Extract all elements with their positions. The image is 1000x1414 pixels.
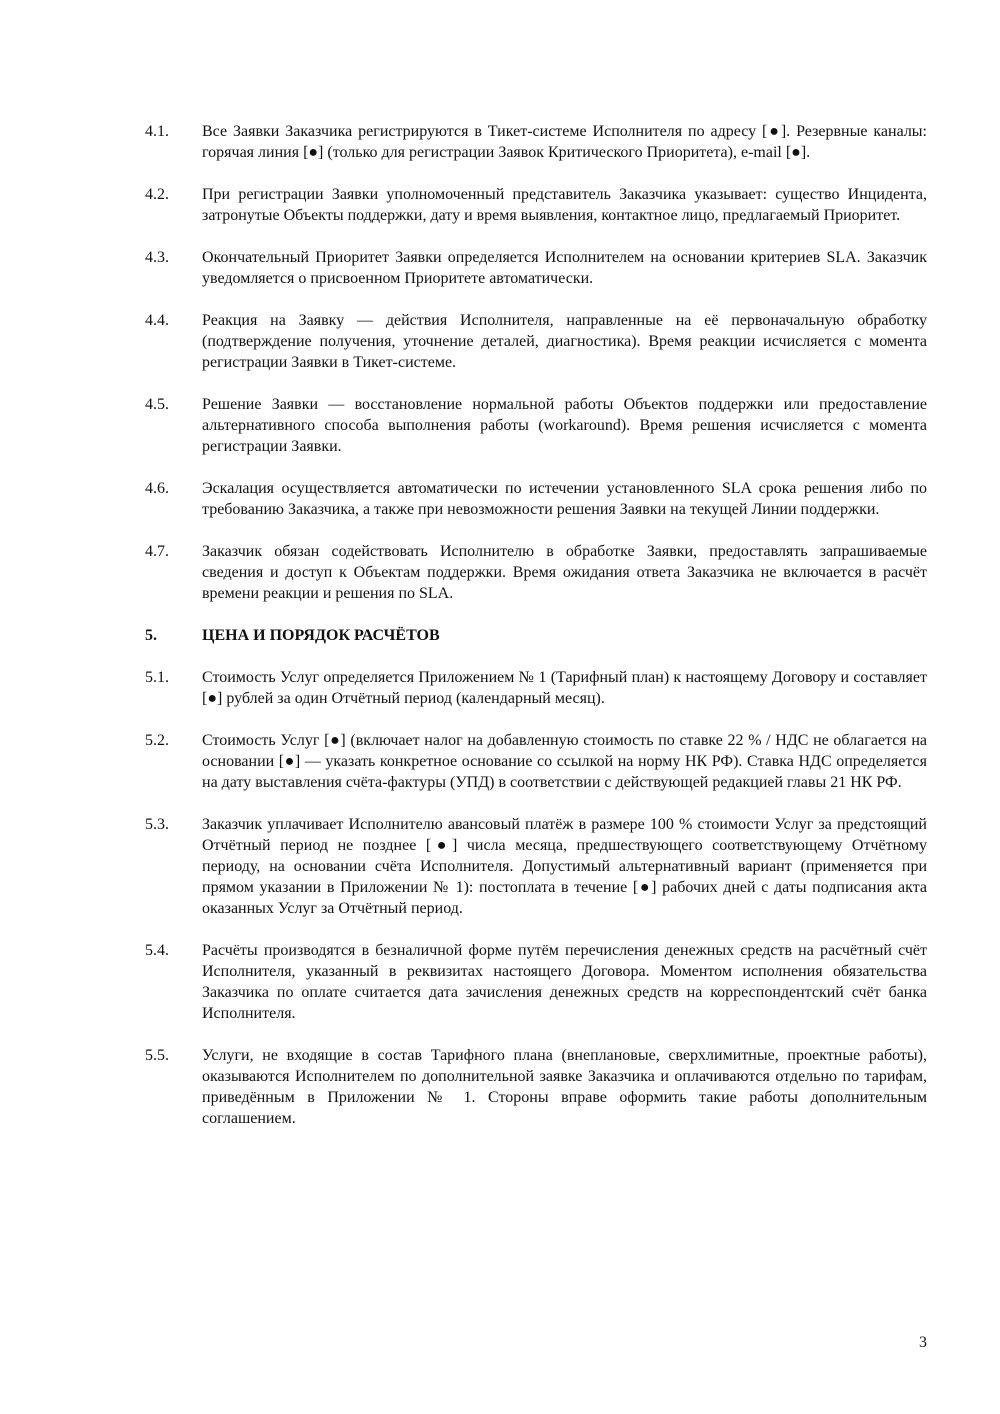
clause-text: Заказчик уплачивает Исполнителю авансовый платёж в размере 100 % стоимости Услуг за предстоящий Отчётный период не позднее [●] числа месяца, предшествующего соответствующему Отчётному периоду, на основании счёта Исполнителя. Допустимый альтернативный вариант (применяется при прямом указании в Приложении № 1): постоплата в течение [●] рабочих дней с даты подписания акта оказанных Услуг за Отчётный период. [202,816,927,917]
clause-5-4 [145,940,927,1024]
clause-number: 4.5. [145,396,169,413]
clause-text: Все Заявки Заказчика регистрируются в Тикет-системе Исполнителя по адресу [●]. Резервные каналы: горячая линия [●] (только для регистрации Заявок Критического Приоритета), e-mail [●]. [202,123,927,161]
clause-number: 5.3. [145,816,169,833]
clause-text: Стоимость Услуг [●] (включает налог на добавленную стоимость по ставке 22 % / НДС не облагается на основании [●] — указать конкретное основание со ссылкой на норму НК РФ). Ставка НДС определяется на дату выставления счёта-фактуры (УПД) в соответствии с действующей редакцией главы 21 НК РФ. [202,732,927,791]
clause-text: Расчёты производятся в безналичной форме путём перечисления денежных средств на расчётный счёт Исполнителя, указанный в реквизитах настоящего Договора. Моментом исполнения обязательства Заказчика по оплате считается дата зачисления денежных средств на корреспондентский счёт банка Исполнителя. [202,942,927,1022]
page-content [145,121,927,1150]
clause-text: Заказчик обязан содействовать Исполнителю в обработке Заявки, предоставлять запрашиваемые сведения и доступ к Объектам поддержки. Время ожидания ответа Заказчика не включается в расчёт времени реакции и решения по SLA. [202,543,927,602]
clause-text: Услуги, не входящие в состав Тарифного плана (внеплановые, сверхлимитные, проектные работы), оказываются Исполнителем по дополнительной заявке Заказчика и оплачиваются отдельно по тарифам, приведённым в Приложении № 1. Стороны вправе оформить такие работы дополнительным соглашением. [202,1047,927,1127]
clause-4-4 [145,310,927,373]
clause-text: Эскалация осуществляется автоматически по истечении установленного SLA срока решения либо по требованию Заказчика, а также при невозможности решения Заявки на текущей Линии поддержки. [202,480,927,518]
clause-number: 4.6. [145,480,169,497]
clause-4-6 [145,478,927,520]
clause-4-3 [145,247,927,289]
clause-5-1 [145,667,927,709]
clause-5-2 [145,730,927,793]
clause-text: Реакция на Заявку — действия Исполнителя, направленные на её первоначальную обработку (подтверждение получения, уточнение деталей, диагностика). Время реакции исчисляется с момента регистрации Заявки в Тикет-системе. [202,312,927,371]
clause-4-7 [145,541,927,604]
section-heading-5 [145,625,927,646]
clause-number: 5.5. [145,1047,169,1064]
clause-4-1 [145,121,927,163]
clause-5-5 [145,1045,927,1129]
clause-4-5 [145,394,927,457]
clause-text: Окончательный Приоритет Заявки определяется Исполнителем на основании критериев SLA. Заказчик уведомляется о присвоенном Приоритете автоматически. [202,249,927,287]
page-number: 3 [919,1334,927,1351]
clause-4-2 [145,184,927,226]
clause-number: 5.4. [145,942,169,959]
clause-5-3 [145,814,927,919]
clause-number: 4.2. [145,186,169,203]
clause-number: 5.2. [145,732,169,749]
section-title: ЦЕНА И ПОРЯДОК РАСЧЁТОВ [202,627,440,644]
clause-text: Стоимость Услуг определяется Приложением № 1 (Тарифный план) к настоящему Договору и составляет [●] рублей за один Отчётный период (календарный месяц). [202,669,927,707]
clause-number: 4.4. [145,312,169,329]
clause-number: 5.1. [145,669,169,686]
clause-number: 4.1. [145,123,169,140]
clause-number: 4.7. [145,543,169,560]
section-number: 5. [145,627,157,644]
clause-number: 4.3. [145,249,169,266]
clause-text: Решение Заявки — восстановление нормальной работы Объектов поддержки или предоставление альтернативного способа выполнения работы (workaround). Время решения исчисляется с момента регистрации Заявки. [202,396,927,455]
clause-text: При регистрации Заявки уполномоченный представитель Заказчика указывает: существо Инцидента, затронутые Объекты поддержки, дату и время выявления, контактное лицо, предлагаемый Приоритет. [202,186,927,224]
